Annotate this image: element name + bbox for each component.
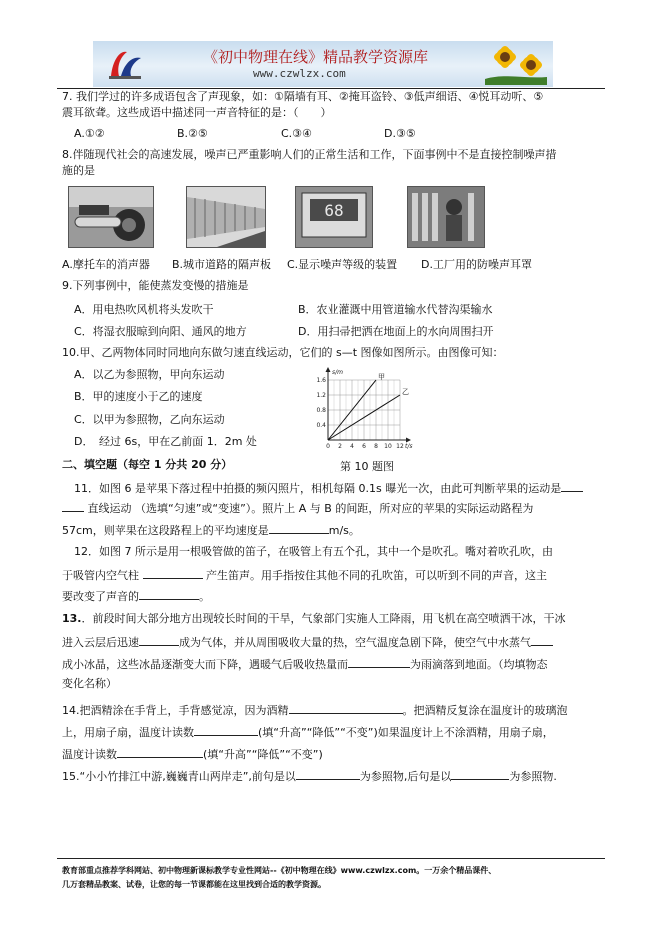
series-label-0: 甲 (378, 373, 385, 381)
q8-option-b: B.城市道路的隔声板 (172, 258, 272, 271)
q11-blank-1b[interactable] (62, 500, 84, 512)
x-tick-label-1: 2 (338, 443, 342, 450)
q7-option-a: A.①② (74, 127, 105, 140)
header-rule (57, 88, 605, 89)
q12-text-2a: 于吸管内空气柱 (62, 569, 139, 582)
photo-noise-meter (295, 186, 373, 248)
q10-option-b: B．甲的速度小于乙的速度 (74, 390, 203, 403)
q9-stem: 9.下列事例中，能使蒸发变慢的措施是 (62, 279, 249, 292)
x-axis-label: t/s (405, 443, 413, 450)
q11-text-3b: m/s。 (328, 524, 360, 537)
q12-line2 (62, 567, 547, 583)
q14-line3 (62, 746, 323, 762)
q15-text-a: 15.“小小竹排江中游,巍巍青山两岸走”,前句是以 (62, 770, 296, 783)
q8-option-a: A.摩托车的消声器 (62, 258, 150, 271)
x-tick-label-0: 0 (326, 443, 330, 450)
q10-stem: 10.甲、乙两物体同时同地向东做匀速直线运动，它们的 s—t 图像如图所示。由图像可知： (62, 346, 504, 359)
q13-line4: 变化名称） (62, 677, 117, 690)
q8-option-d: D.工厂用的防噪声耳罩 (421, 258, 532, 271)
x-tick-label-5: 10 (384, 443, 392, 450)
q7-option-c: C.③④ (281, 127, 312, 140)
q12-text-3b: 。 (199, 590, 210, 603)
footer-line1: 教育部重点推荐学科网站、初中物理新课标教学专业性网站--《初中物理在线》www.czwlzx.com。一万余个精品课件、 (62, 866, 497, 875)
photo-sound-barrier (186, 186, 266, 248)
photo-factory-earmuffs (407, 186, 485, 248)
q15-line (62, 768, 557, 784)
q12-line1: 12．如图 7 所示是用一根吸管做的笛子，在吸管上有五个孔，其中一个是吹孔。嘴对着吹孔吹，由 (74, 545, 553, 558)
q15-text-b: 为参照物,后句是以 (359, 770, 452, 783)
q13-line1 (62, 612, 566, 626)
x-tick-label-6: 12 (396, 443, 404, 450)
q8-option-c: C.显示噪声等级的装置 (287, 258, 398, 271)
q12-line3 (62, 588, 210, 604)
q8-stem-line2: 施的是 (62, 164, 95, 177)
q9-option-d: D．用扫帚把洒在地面上的水向周围扫开 (298, 325, 494, 338)
noise-meter-reading: 68 (324, 201, 344, 220)
q14-text-1b: 。把酒精反复涂在温度计的玻璃泡 (402, 704, 568, 717)
q13-line2 (62, 634, 553, 650)
q12-blank-2[interactable] (139, 588, 199, 600)
q13-text-3b: 为雨滴落到地面。（均填物态 (410, 658, 548, 671)
q15-text-c: 为参照物. (509, 770, 557, 783)
q11-text-2: 直线运动 （选填“匀速”或“变速”）。照片上 A 与 B 的间距，所对应的苹果的实际运动路程为 (87, 502, 534, 515)
q11-blank-2[interactable] (269, 522, 329, 534)
q9-option-b: B．农业灌溉中用管道输水代替沟渠输水 (298, 303, 493, 316)
q14-line2 (62, 724, 554, 740)
x-tick-label-2: 4 (350, 443, 354, 450)
y-axis-label: s/m (332, 369, 343, 376)
chart-axes (326, 367, 413, 450)
y-tick-label-3: 1.6 (316, 377, 326, 384)
q11-text-3a: 57cm，则苹果在这段路程上的平均速度是 (62, 524, 269, 537)
q14-text-3b: (填“升高”“降低”“不变”) (203, 748, 323, 761)
banner-url[interactable]: www.czwlzx.com (253, 67, 346, 80)
q15-blank-2[interactable] (451, 768, 509, 780)
q13-line3 (62, 656, 548, 672)
q8-stem-line1: 8.伴随现代社会的高速发展，噪声已严重影响人们的正常生活和工作，下面事例中不是直接控制噪声措 (62, 148, 557, 161)
x-tick-label-3: 6 (362, 443, 366, 450)
y-tick-label-2: 1.2 (316, 392, 326, 399)
q14-text-2b: (填“升高”“降低”“不变”)如果温度计上不涂酒精，用扇子扇， (258, 726, 554, 739)
q10-figure-caption: 第 10 题图 (340, 460, 394, 473)
q10-option-d: D． 经过 6s，甲在乙前面 1．2m 处 (74, 435, 257, 448)
q11-text-1: 11．如图 6 是苹果下落过程中拍摄的频闪照片，相机每隔 0.1s 曝光一次，由此可判断苹果的运动是 (74, 482, 562, 495)
y-axis-arrow (326, 367, 331, 372)
q14-text-2a: 上，用扇子扇，温度计读数 (62, 726, 194, 739)
q7-stem-line1: 7. 我们学过的许多成语包含了声现象，如：①隔墙有耳、②掩耳盗铃、③低声细语、④悦耳动听、⑤ (62, 90, 544, 103)
q13-blank-3[interactable] (348, 656, 410, 668)
q14-text-3a: 温度计读数 (62, 748, 117, 761)
q11-line3 (62, 522, 360, 538)
q10-option-c: C．以甲为参照物，乙向东运动 (74, 413, 225, 426)
x-tick-label-4: 8 (374, 443, 378, 450)
q15-blank-1[interactable] (296, 768, 360, 780)
q11-line1 (74, 480, 583, 496)
q14-blank-2[interactable] (194, 724, 258, 736)
q14-line1 (62, 702, 568, 718)
q13-blank-2a[interactable] (531, 634, 553, 646)
q10-option-a: A．以乙为参照物，甲向东运动 (74, 368, 225, 381)
q11-blank-1a[interactable] (561, 480, 583, 492)
q14-blank-1[interactable] (289, 702, 403, 714)
footer-rule (57, 858, 605, 859)
header-banner (93, 41, 553, 87)
q13-number: 13. (62, 612, 82, 625)
q7-option-d: D.③⑤ (384, 127, 416, 140)
q9-option-a: A．用电热吹风机将头发吹干 (74, 303, 214, 316)
q11-line2 (62, 500, 533, 516)
q13-text-2b: 成为气体，并从周围吸收大量的热，空气温度急剧下降，使空气中水蒸气 (179, 636, 531, 649)
banner-title: 《初中物理在线》精品教学资源库 (203, 48, 429, 66)
q12-blank-1[interactable] (143, 567, 203, 579)
q13-text-2a: 进入云层后迅速 (62, 636, 139, 649)
q7-option-b: B.②⑤ (177, 127, 208, 140)
q13-blank-1[interactable] (139, 634, 179, 646)
q13-text-3a: 成小冰晶，这些冰晶逐渐变大而下降，遇暖气后吸收热量而 (62, 658, 348, 671)
sunflower-icon (485, 43, 547, 85)
q12-text-2b: 产生笛声。用手指按住其他不同的孔吹笛，可以听到不同的声音，这主 (206, 569, 547, 582)
site-logo-icon (105, 46, 145, 82)
footer-line2: 几万套精品教案、试卷，让您的每一节课都能在这里找到合适的教学资源。 (62, 880, 326, 889)
q9-option-c: C．将湿衣服晾到向阳、通风的地方 (74, 325, 247, 338)
y-tick-label-1: 0.8 (316, 407, 326, 414)
q14-blank-3[interactable] (117, 746, 203, 758)
photo-motorcycle-muffler (68, 186, 154, 248)
q12-text-3a: 要改变了声音的 (62, 590, 139, 603)
x-axis-arrow (406, 438, 411, 443)
q13-text-1: ．前段时间大部分地方出现较长时间的干旱，气象部门实施人工降雨，用飞机在高空喷洒干冰，干冰 (81, 612, 566, 625)
s-t-chart (308, 366, 416, 450)
q14-text-1a: 14.把酒精涂在手背上，手背感觉凉，因为酒精 (62, 704, 289, 717)
series-label-1: 乙 (402, 388, 409, 396)
q7-stem-line2: 震耳欲聋。这些成语中描述同一声音特征的是：（ ） (62, 106, 332, 119)
chart-grid (328, 380, 400, 440)
section-fill-blank-heading: 二、填空题（每空 1 分共 20 分） (62, 458, 233, 471)
y-tick-label-0: 0.4 (316, 422, 326, 429)
